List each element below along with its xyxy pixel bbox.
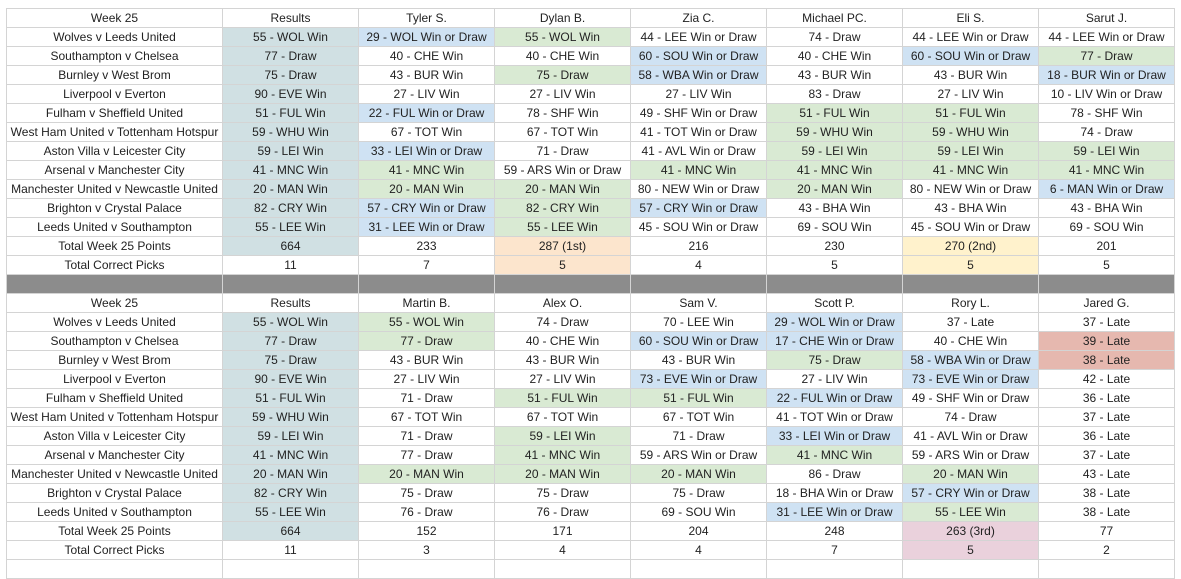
pick-cell[interactable]: 6 - MAN Win or Draw [1039, 180, 1175, 199]
pick-cell[interactable]: 59 - ARS Win or Draw [903, 446, 1039, 465]
player-header-cell[interactable]: Martin B. [359, 294, 495, 313]
match-row [7, 218, 1175, 237]
match-name-cell[interactable]: Liverpool v Everton [7, 85, 223, 104]
empty-cell[interactable] [7, 560, 223, 579]
pick-cell[interactable]: 78 - SHF Win [495, 104, 631, 123]
match-row [7, 180, 1175, 199]
pick-cell[interactable]: 76 - Draw [359, 503, 495, 522]
pick-cell[interactable]: 80 - NEW Win or Draw [903, 180, 1039, 199]
result-cell[interactable]: 59 - WHU Win [223, 123, 359, 142]
match-name-cell[interactable]: Burnley v West Brom [7, 351, 223, 370]
pick-cell[interactable]: 41 - MNC Win [903, 161, 1039, 180]
pick-cell[interactable]: 44 - LEE Win or Draw [631, 28, 767, 47]
pick-cell[interactable]: 31 - LEE Win or Draw [359, 218, 495, 237]
match-row [7, 351, 1175, 370]
pick-cell[interactable]: 74 - Draw [495, 313, 631, 332]
result-cell[interactable]: 20 - MAN Win [223, 180, 359, 199]
player-header-cell[interactable]: Eli S. [903, 9, 1039, 28]
pick-cell[interactable]: 43 - BHA Win [903, 199, 1039, 218]
match-name-cell[interactable]: Southampton v Chelsea [7, 47, 223, 66]
pick-cell[interactable]: 75 - Draw [631, 484, 767, 503]
player-total-cell[interactable]: 201 [1039, 237, 1175, 256]
pick-cell[interactable]: 67 - TOT Win [631, 408, 767, 427]
empty-cell[interactable] [495, 560, 631, 579]
player-header-cell[interactable]: Michael PC. [767, 9, 903, 28]
pick-cell[interactable]: 20 - MAN Win [903, 465, 1039, 484]
pick-cell[interactable]: 22 - FUL Win or Draw [359, 104, 495, 123]
pick-cell[interactable]: 20 - MAN Win [631, 465, 767, 484]
pick-cell[interactable]: 75 - Draw [495, 66, 631, 85]
result-cell[interactable]: 90 - EVE Win [223, 85, 359, 104]
pick-cell[interactable]: 51 - FUL Win [495, 389, 631, 408]
result-cell[interactable]: 90 - EVE Win [223, 370, 359, 389]
player-header-cell[interactable]: Sam V. [631, 294, 767, 313]
match-name-cell[interactable]: Brighton v Crystal Palace [7, 199, 223, 218]
pick-cell[interactable]: 69 - SOU Win [631, 503, 767, 522]
pick-cell[interactable]: 41 - TOT Win or Draw [631, 123, 767, 142]
pick-cell[interactable]: 70 - LEE Win [631, 313, 767, 332]
match-row [7, 408, 1175, 427]
player-picks-cell[interactable]: 3 [359, 541, 495, 560]
week-header-cell[interactable]: Week 25 [7, 294, 223, 313]
match-row [7, 142, 1175, 161]
pick-cell[interactable]: 67 - TOT Win [495, 123, 631, 142]
pick-cell[interactable]: 59 - LEI Win [903, 142, 1039, 161]
pick-cell[interactable]: 39 - Late [1039, 332, 1175, 351]
match-row [7, 465, 1175, 484]
match-name-cell[interactable]: Southampton v Chelsea [7, 332, 223, 351]
result-cell[interactable]: 77 - Draw [223, 332, 359, 351]
player-picks-cell[interactable]: 5 [903, 256, 1039, 275]
pick-cell[interactable]: 82 - CRY Win [495, 199, 631, 218]
player-total-cell[interactable]: 171 [495, 522, 631, 541]
match-name-cell[interactable]: Aston Villa v Leicester City [7, 427, 223, 446]
pick-cell[interactable]: 49 - SHF Win or Draw [903, 389, 1039, 408]
pick-cell[interactable]: 31 - LEE Win or Draw [767, 503, 903, 522]
pick-cell[interactable]: 40 - CHE Win [903, 332, 1039, 351]
pick-cell[interactable]: 67 - TOT Win [495, 408, 631, 427]
correct-picks-row [7, 256, 1175, 275]
pick-cell[interactable]: 41 - AVL Win or Draw [903, 427, 1039, 446]
match-row [7, 85, 1175, 104]
pick-cell[interactable]: 42 - Late [1039, 370, 1175, 389]
match-name-cell[interactable]: Arsenal v Manchester City [7, 446, 223, 465]
pick-cell[interactable]: 41 - MNC Win [767, 161, 903, 180]
pick-cell[interactable]: 29 - WOL Win or Draw [359, 28, 495, 47]
pick-cell[interactable]: 41 - MNC Win [1039, 161, 1175, 180]
pick-cell[interactable]: 43 - BUR Win [359, 66, 495, 85]
player-total-cell[interactable]: 77 [1039, 522, 1175, 541]
pick-cell[interactable]: 36 - Late [1039, 389, 1175, 408]
pick-cell[interactable]: 71 - Draw [359, 389, 495, 408]
result-cell[interactable]: 664 [223, 237, 359, 256]
player-header-cell[interactable]: Sarut J. [1039, 9, 1175, 28]
match-name-cell[interactable]: Fulham v Sheffield United [7, 104, 223, 123]
pick-cell[interactable]: 41 - AVL Win or Draw [631, 142, 767, 161]
pick-cell[interactable]: 41 - MNC Win [359, 161, 495, 180]
match-row [7, 503, 1175, 522]
pick-cell[interactable]: 71 - Draw [495, 142, 631, 161]
pick-cell[interactable]: 45 - SOU Win or Draw [903, 218, 1039, 237]
separator-cell[interactable] [1039, 275, 1175, 294]
pick-cell[interactable]: 43 - BUR Win [631, 351, 767, 370]
pick-cell[interactable]: 20 - MAN Win [767, 180, 903, 199]
pick-cell[interactable]: 27 - LIV Win [631, 85, 767, 104]
result-cell[interactable]: 55 - WOL Win [223, 313, 359, 332]
pick-cell[interactable]: 40 - CHE Win [767, 47, 903, 66]
pick-cell[interactable]: 43 - BUR Win [495, 351, 631, 370]
empty-cell[interactable] [903, 560, 1039, 579]
player-picks-cell[interactable]: 5 [495, 256, 631, 275]
player-total-cell[interactable]: 204 [631, 522, 767, 541]
player-picks-cell[interactable]: 7 [767, 541, 903, 560]
result-cell[interactable]: 51 - FUL Win [223, 104, 359, 123]
pick-cell[interactable]: 75 - Draw [495, 484, 631, 503]
pick-cell[interactable]: 59 - ARS Win or Draw [495, 161, 631, 180]
pick-cell[interactable]: 58 - WBA Win or Draw [903, 351, 1039, 370]
match-name-cell[interactable]: Fulham v Sheffield United [7, 389, 223, 408]
match-row [7, 47, 1175, 66]
player-header-cell[interactable]: Rory L. [903, 294, 1039, 313]
player-header-cell[interactable]: Scott P. [767, 294, 903, 313]
correct-picks-label[interactable]: Total Correct Picks [7, 541, 223, 560]
match-row [7, 199, 1175, 218]
pick-cell[interactable]: 77 - Draw [1039, 47, 1175, 66]
pick-cell[interactable]: 36 - Late [1039, 427, 1175, 446]
player-picks-cell[interactable]: 4 [495, 541, 631, 560]
result-cell[interactable]: 59 - LEI Win [223, 427, 359, 446]
pick-cell[interactable]: 60 - SOU Win or Draw [903, 47, 1039, 66]
match-name-cell[interactable]: West Ham United v Tottenham Hotspur [7, 123, 223, 142]
correct-picks-row [7, 541, 1175, 560]
pick-cell[interactable]: 51 - FUL Win [903, 104, 1039, 123]
pick-cell[interactable]: 29 - WOL Win or Draw [767, 313, 903, 332]
separator-cell[interactable] [767, 275, 903, 294]
pick-cell[interactable]: 44 - LEE Win or Draw [903, 28, 1039, 47]
header-row [7, 294, 1175, 313]
match-row [7, 389, 1175, 408]
match-name-cell[interactable]: Wolves v Leeds United [7, 313, 223, 332]
empty-cell[interactable] [359, 560, 495, 579]
pick-cell[interactable]: 55 - LEE Win [903, 503, 1039, 522]
match-row [7, 332, 1175, 351]
pick-cell[interactable]: 17 - CHE Win or Draw [767, 332, 903, 351]
match-name-cell[interactable]: Leeds United v Southampton [7, 503, 223, 522]
player-total-cell[interactable]: 230 [767, 237, 903, 256]
pick-cell[interactable]: 69 - SOU Win [1039, 218, 1175, 237]
pick-cell[interactable]: 51 - FUL Win [631, 389, 767, 408]
match-name-cell[interactable]: Liverpool v Everton [7, 370, 223, 389]
pick-cell[interactable]: 40 - CHE Win [359, 47, 495, 66]
separator-cell[interactable] [495, 275, 631, 294]
results-header-cell[interactable]: Results [223, 9, 359, 28]
pick-cell[interactable]: 43 - BHA Win [1039, 199, 1175, 218]
total-points-row [7, 522, 1175, 541]
pick-cell[interactable]: 41 - MNC Win [631, 161, 767, 180]
match-name-cell[interactable]: Wolves v Leeds United [7, 28, 223, 47]
match-name-cell[interactable]: Aston Villa v Leicester City [7, 142, 223, 161]
pick-cell[interactable]: 41 - MNC Win [495, 446, 631, 465]
pick-cell[interactable]: 18 - BHA Win or Draw [767, 484, 903, 503]
player-header-cell[interactable]: Jared G. [1039, 294, 1175, 313]
pick-cell[interactable]: 27 - LIV Win [767, 370, 903, 389]
pick-cell[interactable]: 75 - Draw [767, 351, 903, 370]
separator-cell[interactable] [631, 275, 767, 294]
result-cell[interactable]: 59 - WHU Win [223, 408, 359, 427]
pick-cell[interactable]: 43 - BHA Win [767, 199, 903, 218]
total-points-row [7, 237, 1175, 256]
result-cell[interactable]: 11 [223, 256, 359, 275]
pick-cell[interactable]: 27 - LIV Win [359, 85, 495, 104]
separator-cell[interactable] [359, 275, 495, 294]
pick-cell[interactable]: 59 - ARS Win or Draw [631, 446, 767, 465]
separator-cell[interactable] [903, 275, 1039, 294]
pick-cell[interactable]: 76 - Draw [495, 503, 631, 522]
pick-cell[interactable]: 37 - Late [1039, 446, 1175, 465]
results-header-cell[interactable]: Results [223, 294, 359, 313]
total-points-label[interactable]: Total Week 25 Points [7, 237, 223, 256]
player-picks-cell[interactable]: 5 [903, 541, 1039, 560]
player-picks-cell[interactable]: 5 [1039, 256, 1175, 275]
pick-cell[interactable]: 40 - CHE Win [495, 332, 631, 351]
pick-cell[interactable]: 37 - Late [1039, 408, 1175, 427]
match-name-cell[interactable]: Arsenal v Manchester City [7, 161, 223, 180]
result-cell[interactable]: 11 [223, 541, 359, 560]
pick-cell[interactable]: 20 - MAN Win [495, 180, 631, 199]
result-cell[interactable]: 41 - MNC Win [223, 446, 359, 465]
match-name-cell[interactable]: Leeds United v Southampton [7, 218, 223, 237]
pick-cell[interactable]: 59 - LEI Win [1039, 142, 1175, 161]
pick-cell[interactable]: 27 - LIV Win [903, 85, 1039, 104]
pick-cell[interactable]: 43 - BUR Win [359, 351, 495, 370]
player-header-cell[interactable]: Dylan B. [495, 9, 631, 28]
pick-cell[interactable]: 22 - FUL Win or Draw [767, 389, 903, 408]
pick-cell[interactable]: 69 - SOU Win [767, 218, 903, 237]
pick-cell[interactable]: 83 - Draw [767, 85, 903, 104]
player-header-cell[interactable]: Tyler S. [359, 9, 495, 28]
pick-cell[interactable]: 60 - SOU Win or Draw [631, 332, 767, 351]
player-total-cell[interactable]: 270 (2nd) [903, 237, 1039, 256]
pick-cell[interactable]: 57 - CRY Win or Draw [631, 199, 767, 218]
empty-cell[interactable] [631, 560, 767, 579]
pick-cell[interactable]: 18 - BUR Win or Draw [1039, 66, 1175, 85]
pick-cell[interactable]: 71 - Draw [359, 427, 495, 446]
pick-cell[interactable]: 74 - Draw [903, 408, 1039, 427]
pick-cell[interactable]: 57 - CRY Win or Draw [359, 199, 495, 218]
pick-cell[interactable]: 27 - LIV Win [495, 85, 631, 104]
result-cell[interactable]: 55 - WOL Win [223, 28, 359, 47]
pick-cell[interactable]: 33 - LEI Win or Draw [767, 427, 903, 446]
result-cell[interactable]: 664 [223, 522, 359, 541]
empty-row [7, 560, 1175, 579]
result-cell[interactable]: 55 - LEE Win [223, 503, 359, 522]
match-row [7, 427, 1175, 446]
pick-cell[interactable]: 10 - LIV Win or Draw [1039, 85, 1175, 104]
pick-cell[interactable]: 44 - LEE Win or Draw [1039, 28, 1175, 47]
result-cell[interactable]: 82 - CRY Win [223, 484, 359, 503]
pick-cell[interactable]: 80 - NEW Win or Draw [631, 180, 767, 199]
match-name-cell[interactable]: Brighton v Crystal Palace [7, 484, 223, 503]
pick-cell[interactable]: 57 - CRY Win or Draw [903, 484, 1039, 503]
pick-cell[interactable]: 74 - Draw [767, 28, 903, 47]
pick-cell[interactable]: 20 - MAN Win [495, 465, 631, 484]
match-name-cell[interactable]: Manchester United v Newcastle United [7, 180, 223, 199]
result-cell[interactable]: 75 - Draw [223, 351, 359, 370]
pick-cell[interactable]: 41 - TOT Win or Draw [767, 408, 903, 427]
empty-cell[interactable] [1039, 560, 1175, 579]
pick-cell[interactable]: 20 - MAN Win [359, 180, 495, 199]
separator-cell[interactable] [223, 275, 359, 294]
result-cell[interactable]: 82 - CRY Win [223, 199, 359, 218]
week-header-cell[interactable]: Week 25 [7, 9, 223, 28]
pick-cell[interactable]: 59 - LEI Win [767, 142, 903, 161]
pick-cell[interactable]: 77 - Draw [359, 446, 495, 465]
pick-cell[interactable]: 59 - LEI Win [495, 427, 631, 446]
pick-cell[interactable]: 74 - Draw [1039, 123, 1175, 142]
pick-cell[interactable]: 49 - SHF Win or Draw [631, 104, 767, 123]
pick-cell[interactable]: 27 - LIV Win [495, 370, 631, 389]
empty-cell[interactable] [767, 560, 903, 579]
pick-cell[interactable]: 55 - LEE Win [495, 218, 631, 237]
pick-cell[interactable]: 60 - SOU Win or Draw [631, 47, 767, 66]
pick-cell[interactable]: 73 - EVE Win or Draw [631, 370, 767, 389]
pick-cell[interactable]: 67 - TOT Win [359, 123, 495, 142]
pick-cell[interactable]: 59 - WHU Win [767, 123, 903, 142]
empty-cell[interactable] [223, 560, 359, 579]
correct-picks-label[interactable]: Total Correct Picks [7, 256, 223, 275]
pick-cell[interactable]: 37 - Late [1039, 313, 1175, 332]
pick-cell[interactable]: 59 - WHU Win [903, 123, 1039, 142]
pick-cell[interactable]: 40 - CHE Win [495, 47, 631, 66]
result-cell[interactable]: 77 - Draw [223, 47, 359, 66]
match-row [7, 123, 1175, 142]
pick-cell[interactable]: 51 - FUL Win [767, 104, 903, 123]
pick-cell[interactable]: 67 - TOT Win [359, 408, 495, 427]
predictions-grid [6, 8, 1175, 579]
player-picks-cell[interactable]: 2 [1039, 541, 1175, 560]
player-total-cell[interactable]: 233 [359, 237, 495, 256]
player-picks-cell[interactable]: 7 [359, 256, 495, 275]
separator-cell[interactable] [7, 275, 223, 294]
result-cell[interactable]: 51 - FUL Win [223, 389, 359, 408]
match-name-cell[interactable]: Manchester United v Newcastle United [7, 465, 223, 484]
pick-cell[interactable]: 71 - Draw [631, 427, 767, 446]
pick-cell[interactable]: 33 - LEI Win or Draw [359, 142, 495, 161]
pick-cell[interactable]: 38 - Late [1039, 484, 1175, 503]
match-row [7, 104, 1175, 123]
section-separator-row [7, 275, 1175, 294]
pick-cell[interactable]: 73 - EVE Win or Draw [903, 370, 1039, 389]
match-name-cell[interactable]: West Ham United v Tottenham Hotspur [7, 408, 223, 427]
player-total-cell[interactable]: 216 [631, 237, 767, 256]
pick-cell[interactable]: 27 - LIV Win [359, 370, 495, 389]
match-row [7, 66, 1175, 85]
player-header-cell[interactable]: Alex O. [495, 294, 631, 313]
pick-cell[interactable]: 43 - BUR Win [767, 66, 903, 85]
player-header-cell[interactable]: Zia C. [631, 9, 767, 28]
player-total-cell[interactable]: 248 [767, 522, 903, 541]
header-row [7, 9, 1175, 28]
result-cell[interactable]: 41 - MNC Win [223, 161, 359, 180]
pick-cell[interactable]: 37 - Late [903, 313, 1039, 332]
pick-cell[interactable]: 38 - Late [1039, 503, 1175, 522]
pick-cell[interactable]: 43 - BUR Win [903, 66, 1039, 85]
pick-cell[interactable]: 41 - MNC Win [767, 446, 903, 465]
pick-cell[interactable]: 38 - Late [1039, 351, 1175, 370]
player-picks-cell[interactable]: 4 [631, 541, 767, 560]
pick-cell[interactable]: 77 - Draw [359, 332, 495, 351]
player-total-cell[interactable]: 263 (3rd) [903, 522, 1039, 541]
match-row [7, 161, 1175, 180]
match-row [7, 313, 1175, 332]
pick-cell[interactable]: 55 - WOL Win [495, 28, 631, 47]
player-total-cell[interactable]: 287 (1st) [495, 237, 631, 256]
result-cell[interactable]: 75 - Draw [223, 66, 359, 85]
match-row [7, 28, 1175, 47]
match-name-cell[interactable]: Burnley v West Brom [7, 66, 223, 85]
player-picks-cell[interactable]: 5 [767, 256, 903, 275]
pick-cell[interactable]: 43 - Late [1039, 465, 1175, 484]
pick-cell[interactable]: 20 - MAN Win [359, 465, 495, 484]
match-row [7, 370, 1175, 389]
match-row [7, 484, 1175, 503]
pick-cell[interactable]: 86 - Draw [767, 465, 903, 484]
pick-cell[interactable]: 55 - WOL Win [359, 313, 495, 332]
pick-cell[interactable]: 58 - WBA Win or Draw [631, 66, 767, 85]
player-picks-cell[interactable]: 4 [631, 256, 767, 275]
result-cell[interactable]: 55 - LEE Win [223, 218, 359, 237]
pick-cell[interactable]: 78 - SHF Win [1039, 104, 1175, 123]
player-total-cell[interactable]: 152 [359, 522, 495, 541]
total-points-label[interactable]: Total Week 25 Points [7, 522, 223, 541]
result-cell[interactable]: 20 - MAN Win [223, 465, 359, 484]
pick-cell[interactable]: 45 - SOU Win or Draw [631, 218, 767, 237]
match-row [7, 446, 1175, 465]
pick-cell[interactable]: 75 - Draw [359, 484, 495, 503]
result-cell[interactable]: 59 - LEI Win [223, 142, 359, 161]
